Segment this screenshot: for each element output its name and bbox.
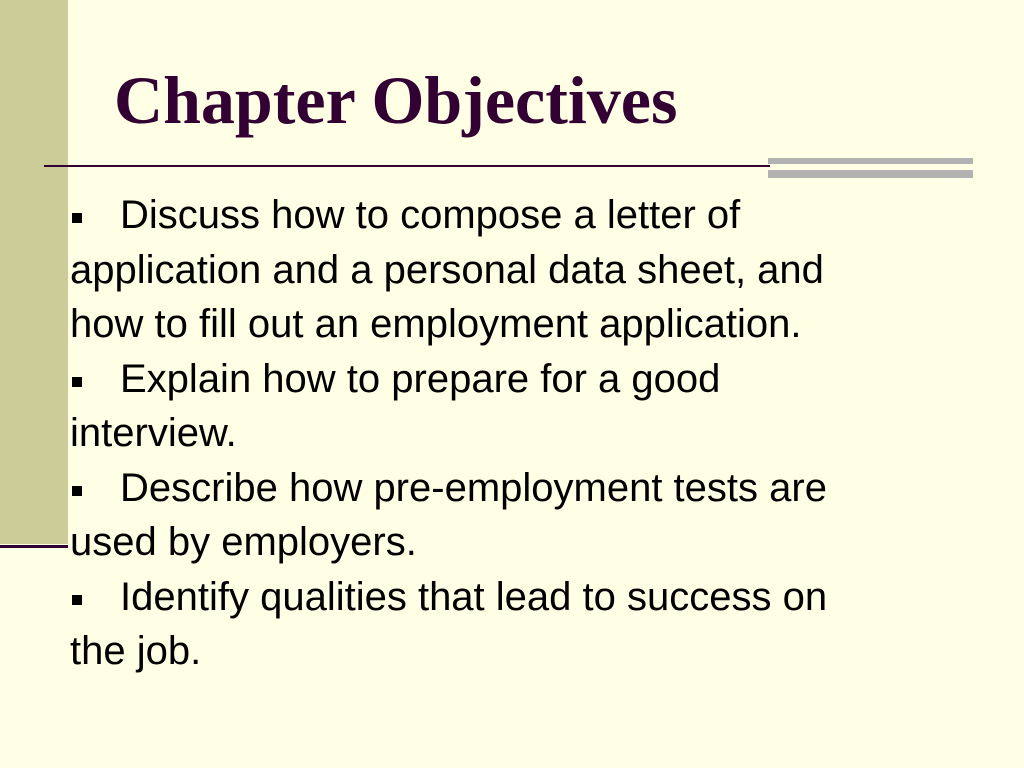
objectives-list [70,188,870,679]
divider-accent-bar-bottom [768,170,973,178]
objective-item [70,570,870,679]
square-bullet-icon [72,595,82,605]
objective-text: Identify qualities that lead to success on the job. [70,574,828,673]
objective-text: Discuss how to compose a letter of application and a personal data sheet, and how to fill out an employment application. [70,193,824,346]
slide-title: Chapter Objectives [114,62,678,138]
left-color-band [0,0,68,544]
objective-item [70,352,870,461]
square-bullet-icon [72,486,82,496]
objective-item [70,461,870,570]
square-bullet-icon [72,213,82,223]
square-bullet-icon [72,377,82,387]
objective-item [70,188,870,352]
left-accent-line [0,545,68,548]
objective-text: Explain how to prepare for a good interview. [70,356,721,455]
divider-accent-bar-top [768,158,973,164]
title-divider-line [44,165,770,167]
objective-text: Describe how pre-employment tests are used by employers. [70,465,827,564]
